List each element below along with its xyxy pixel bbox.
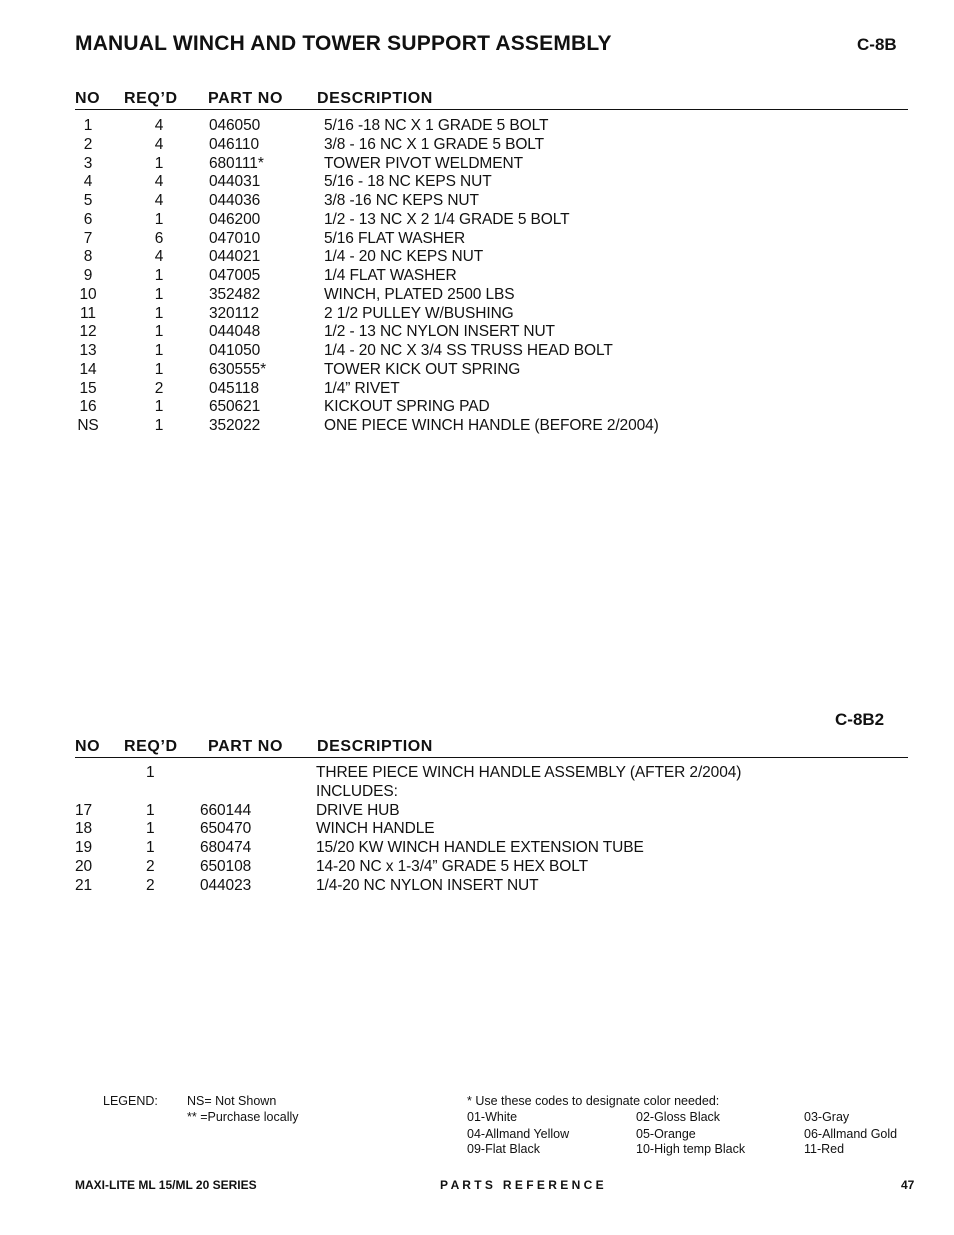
table-cell-part-no: 044048 (209, 323, 261, 341)
section-code-2: C-8B2 (835, 710, 885, 729)
table-cell-reqd: 1 (154, 267, 164, 284)
section-code: C-8B (857, 35, 897, 54)
table-cell-reqd: 4 (154, 173, 164, 191)
column-header-part-no: PART NO (208, 90, 284, 107)
table-cell-description: 1/4-20 NC NYLON INSERT NUT (316, 876, 539, 894)
table-cell-no: 8 (83, 248, 93, 266)
header-divider (75, 109, 908, 110)
table-cell-part-no: 047010 (209, 229, 261, 247)
footer-series: MAXI-LITE ML 15/ML 20 SERIES (75, 1178, 257, 1192)
table-cell-part-no: 680474 (200, 839, 252, 857)
table-cell-no: NS (77, 417, 99, 434)
table-cell-reqd: 1 (154, 398, 164, 416)
legend-label: LEGEND: (103, 1094, 158, 1108)
table-cell-no: 17 (75, 801, 93, 819)
table-cell-reqd: 4 (154, 192, 164, 209)
table-cell-part-no: 046050 (209, 117, 261, 134)
table-cell-reqd: 1 (154, 360, 164, 378)
table-cell-description: 1/4 - 20 NC KEPS NUT (324, 248, 484, 266)
table-cell-part-no: 680111* (209, 154, 264, 172)
table-cell-no: 19 (75, 839, 93, 857)
table-cell-no: 13 (79, 342, 97, 359)
table-cell-reqd: 2 (154, 379, 164, 397)
table-cell-no: 14 (79, 360, 97, 378)
table-cell-reqd: 1 (154, 285, 164, 303)
footer-center: P A R T S R E F E R E N C E (440, 1178, 604, 1192)
table-cell-part-no: 044021 (209, 248, 261, 266)
table-cell-reqd: 6 (154, 229, 164, 247)
table-cell-part-no: 650470 (200, 820, 252, 838)
table-cell-reqd: 1 (154, 323, 164, 341)
page-title: MANUAL WINCH AND TOWER SUPPORT ASSEMBLY (75, 32, 612, 55)
table-cell-description: 5/16 FLAT WASHER (324, 229, 466, 247)
table-cell-reqd: 2 (146, 876, 155, 894)
table-cell-reqd: 2 (146, 858, 155, 875)
table-cell-description: DRIVE HUB (316, 801, 400, 819)
table-cell-no: 16 (79, 398, 97, 416)
table-cell-part-no: 046200 (209, 210, 261, 228)
table-cell-description: 5/16 -18 NC X 1 GRADE 5 BOLT (324, 117, 549, 134)
color-code: 10-High temp Black (636, 1142, 746, 1156)
column-header-no: NO (75, 738, 101, 755)
table-cell-no: 10 (79, 285, 97, 303)
table-cell-part-no: 044036 (209, 192, 261, 209)
table-cell-reqd: 1 (146, 764, 155, 781)
table-cell-part-no: 352022 (209, 417, 261, 434)
column-header-description: DESCRIPTION (317, 738, 433, 755)
legend-ns: NS= Not Shown (187, 1094, 277, 1108)
table-cell-description: TOWER PIVOT WELDMENT (324, 154, 523, 172)
page-number: 47 (901, 1178, 915, 1192)
table-cell-part-no: 320112 (209, 304, 259, 322)
table-cell-part-no: 044023 (200, 876, 252, 894)
table-cell-description: KICKOUT SPRING PAD (324, 398, 490, 416)
table-cell-no: 15 (79, 379, 97, 397)
table-cell-no: 1 (83, 117, 93, 134)
table-cell-reqd: 1 (146, 820, 155, 838)
table-cell-no: 9 (83, 267, 93, 284)
table-cell-description: 1/2 - 13 NC NYLON INSERT NUT (324, 323, 555, 341)
table-cell-reqd: 1 (146, 801, 155, 819)
table-cell-description: 1/2 - 13 NC X 2 1/4 GRADE 5 BOLT (324, 210, 570, 228)
column-header-no: NO (75, 90, 101, 107)
table-cell-reqd: 4 (154, 248, 164, 266)
column-header-part-no: PART NO (208, 738, 284, 755)
legend-purchase: ** =Purchase locally (187, 1110, 299, 1124)
color-code: 01-White (467, 1110, 518, 1124)
table-cell-description: 1/4” RIVET (324, 379, 400, 397)
table-cell-no: 20 (75, 858, 93, 875)
table-cell-description: ONE PIECE WINCH HANDLE (BEFORE 2/2004) (324, 417, 659, 434)
table-cell-description: 1/4 FLAT WASHER (324, 267, 457, 284)
table-cell-no: 12 (79, 323, 97, 341)
table-cell-part-no: 045118 (209, 379, 259, 397)
table-cell-reqd: 4 (154, 135, 164, 153)
table-cell-no: 2 (83, 135, 93, 153)
table-cell-part-no: 046110 (209, 135, 259, 153)
table-cell-description: WINCH HANDLE (316, 820, 435, 838)
column-header-description: DESCRIPTION (317, 90, 433, 107)
color-code: 11-Red (804, 1142, 845, 1156)
color-code: 04-Allmand Yellow (467, 1127, 570, 1141)
table-cell-no: 5 (83, 192, 93, 209)
table-cell-description: 5/16 - 18 NC KEPS NUT (324, 173, 492, 191)
table-cell-part-no: 352482 (209, 285, 261, 303)
table-cell-no: 11 (80, 304, 96, 322)
table-cell-description: 3/8 -16 NC KEPS NUT (324, 192, 479, 209)
color-code: 03-Gray (804, 1110, 850, 1124)
column-header-reqd: REQ’D (124, 738, 178, 755)
table-cell-description: INCLUDES: (316, 782, 398, 800)
table-cell-part-no: 044031 (209, 173, 261, 191)
header-divider (75, 757, 908, 758)
table-cell-no: 6 (83, 210, 93, 228)
table-cell-part-no: 041050 (209, 342, 261, 359)
table-cell-description: 1/4 - 20 NC X 3/4 SS TRUSS HEAD BOLT (324, 342, 613, 359)
table-cell-part-no: 630555* (209, 360, 267, 378)
table-cell-no: 4 (83, 173, 93, 191)
table-cell-description: THREE PIECE WINCH HANDLE ASSEMBLY (AFTER 2/2004) (316, 764, 742, 781)
color-code: 05-Orange (636, 1127, 696, 1141)
table-cell-reqd: 1 (154, 304, 164, 322)
table-cell-no: 21 (75, 876, 93, 894)
table-cell-reqd: 1 (154, 417, 164, 434)
color-code: 06-Allmand Gold (804, 1127, 898, 1141)
table-cell-reqd: 4 (154, 117, 164, 134)
table-cell-no: 7 (83, 229, 93, 247)
table-cell-description: 14-20 NC x 1-3/4” GRADE 5 HEX BOLT (316, 858, 588, 875)
table-cell-description: WINCH, PLATED 2500 LBS (324, 285, 515, 303)
table-cell-part-no: 047005 (209, 267, 261, 284)
column-header-reqd: REQ’D (124, 90, 178, 107)
table-cell-description: TOWER KICK OUT SPRING (324, 360, 521, 378)
table-cell-description: 3/8 - 16 NC X 1 GRADE 5 BOLT (324, 135, 545, 153)
table-cell-no: 3 (83, 154, 93, 172)
legend-color-note: * Use these codes to designate color needed: (467, 1094, 720, 1108)
table-cell-no: 18 (75, 820, 93, 838)
table-cell-description: 15/20 KW WINCH HANDLE EXTENSION TUBE (316, 839, 644, 857)
table-cell-part-no: 660144 (200, 801, 252, 819)
table-cell-reqd: 1 (154, 210, 164, 228)
table-cell-part-no: 650108 (200, 858, 252, 875)
color-code: 02-Gloss Black (636, 1110, 721, 1124)
table-cell-reqd: 1 (146, 839, 155, 857)
table-cell-reqd: 1 (154, 154, 164, 172)
table-cell-reqd: 1 (154, 342, 164, 359)
table-cell-part-no: 650621 (209, 398, 261, 416)
table-cell-description: 2 1/2 PULLEY W/BUSHING (324, 304, 514, 322)
color-code: 09-Flat Black (467, 1142, 540, 1156)
